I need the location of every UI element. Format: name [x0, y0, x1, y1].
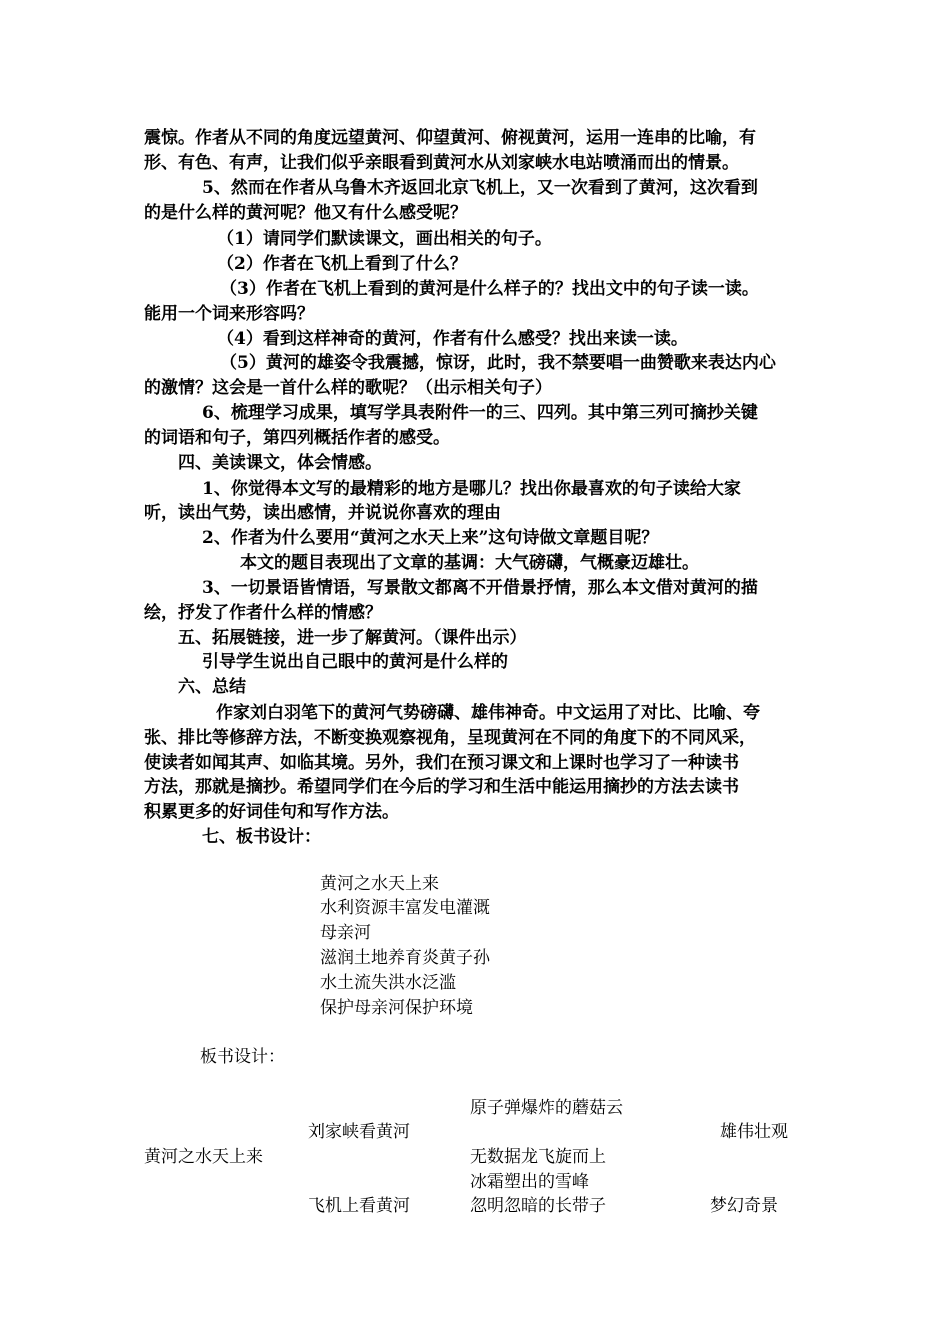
board-desc: 冰霜塑出的雪峰 — [470, 1172, 589, 1192]
paragraph-line: 5、然而在作者从乌鲁木齐返回北京飞机上，又一次看到了黄河，这次看到 — [202, 178, 758, 198]
board-line: 水土流失洪水泛滥 — [320, 973, 456, 993]
paragraph-line: 3、一切景语皆情语，写景散文都离不开借景抒情，那么本文借对黄河的描 — [202, 578, 758, 598]
board-line: 母亲河 — [320, 923, 371, 943]
paragraph-line: 积累更多的好词佳句和写作方法。 — [144, 802, 399, 822]
paragraph-line: 震惊。作者从不同的角度远望黄河、仰望黄河、俯视黄河，运用一连串的比喻，有 — [144, 128, 756, 148]
paragraph-line: （5）黄河的雄姿令我震撼，惊讶，此时，我不禁要唱一曲赞歌来表达内心 — [220, 353, 776, 373]
paragraph-line: （4）看到这样神奇的黄河，作者有什么感受？找出来读一读。 — [217, 329, 688, 349]
board-title: 黄河之水天上来 — [144, 1147, 263, 1167]
board-desc: 无数据龙飞旋而上 — [470, 1147, 606, 1167]
board-desc: 忽明忽暗的长带子 — [470, 1196, 606, 1216]
paragraph-line: 使读者如闻其声、如临其境。另外，我们在预习课文和上课时也学习了一种读书 — [144, 753, 739, 773]
paragraph-line: 本文的题目表现出了文章的基调：大气磅礴，气概豪迈雄壮。 — [240, 553, 699, 573]
paragraph-line: （3）作者在飞机上看到的黄河是什么样子的？找出文中的句子读一读。 — [220, 279, 759, 299]
board-line: 水利资源丰富发电灌溉 — [320, 898, 490, 918]
board-desc: 原子弹爆炸的蘑菇云 — [470, 1098, 623, 1118]
section-heading: 五、拓展链接，进一步了解黄河。（课件出示） — [178, 628, 527, 648]
board-view: 刘家峡看黄河 — [308, 1122, 410, 1142]
board-view: 飞机上看黄河 — [308, 1196, 410, 1216]
paragraph-line: 2、作者为什么要用“黄河之水天上来”这句诗做文章题目呢？ — [202, 528, 659, 548]
paragraph-line: 形、有色、有声，让我们似乎亲眼看到黄河水从刘家峡水电站喷涌而出的情景。 — [144, 153, 739, 173]
paragraph-line: 6、梳理学习成果，填写学具表附件一的三、四列。其中第三列可摘抄关键 — [202, 403, 758, 423]
paragraph-line: 作家刘白羽笔下的黄河气势磅礴、雄伟神奇。中文运用了对比、比喻、夸 — [216, 703, 760, 723]
paragraph-line: （1）请同学们默读课文，画出相关的句子。 — [217, 229, 552, 249]
paragraph-line: 方法，那就是摘抄。希望同学们在今后的学习和生活中能运用摘抄的方法去读书 — [144, 777, 739, 797]
paragraph-line: 绘，抒发了作者什么样的情感？ — [144, 603, 382, 623]
board-label: 板书设计： — [200, 1047, 285, 1067]
paragraph-line: 能用一个词来形容吗？ — [144, 304, 314, 324]
board-line: 滋润土地养育炎黄子孙 — [320, 948, 490, 968]
board-feeling: 雄伟壮观 — [720, 1122, 788, 1142]
section-heading: 四、美读课文，体会情感。 — [178, 453, 382, 473]
paragraph-line: 的词语和句子，第四列概括作者的感受。 — [144, 428, 450, 448]
paragraph-line: 听，读出气势，读出感情，并说说你喜欢的理由 — [144, 503, 501, 523]
paragraph-line: （2）作者在飞机上看到了什么？ — [217, 254, 467, 274]
paragraph-line: 的激情？这会是一首什么样的歌呢？（出示相关句子） — [144, 378, 552, 398]
board-line: 黄河之水天上来 — [320, 874, 439, 894]
paragraph-line: 1、你觉得本文写的最精彩的地方是哪儿？找出你最喜欢的句子读给大家 — [202, 479, 741, 499]
section-heading: 六、总结 — [178, 677, 246, 697]
board-line: 保护母亲河保护环境 — [320, 998, 473, 1018]
board-feeling: 梦幻奇景 — [710, 1196, 778, 1216]
paragraph-line: 张、排比等修辞方法，不断变换观察视角，呈现黄河在不同的角度下的不同风采， — [144, 728, 756, 748]
paragraph-line: 的是什么样的黄河呢？他又有什么感受呢？ — [144, 203, 467, 223]
section-heading: 七、板书设计： — [202, 827, 321, 847]
paragraph-line: 引导学生说出自己眼中的黄河是什么样的 — [202, 652, 508, 672]
